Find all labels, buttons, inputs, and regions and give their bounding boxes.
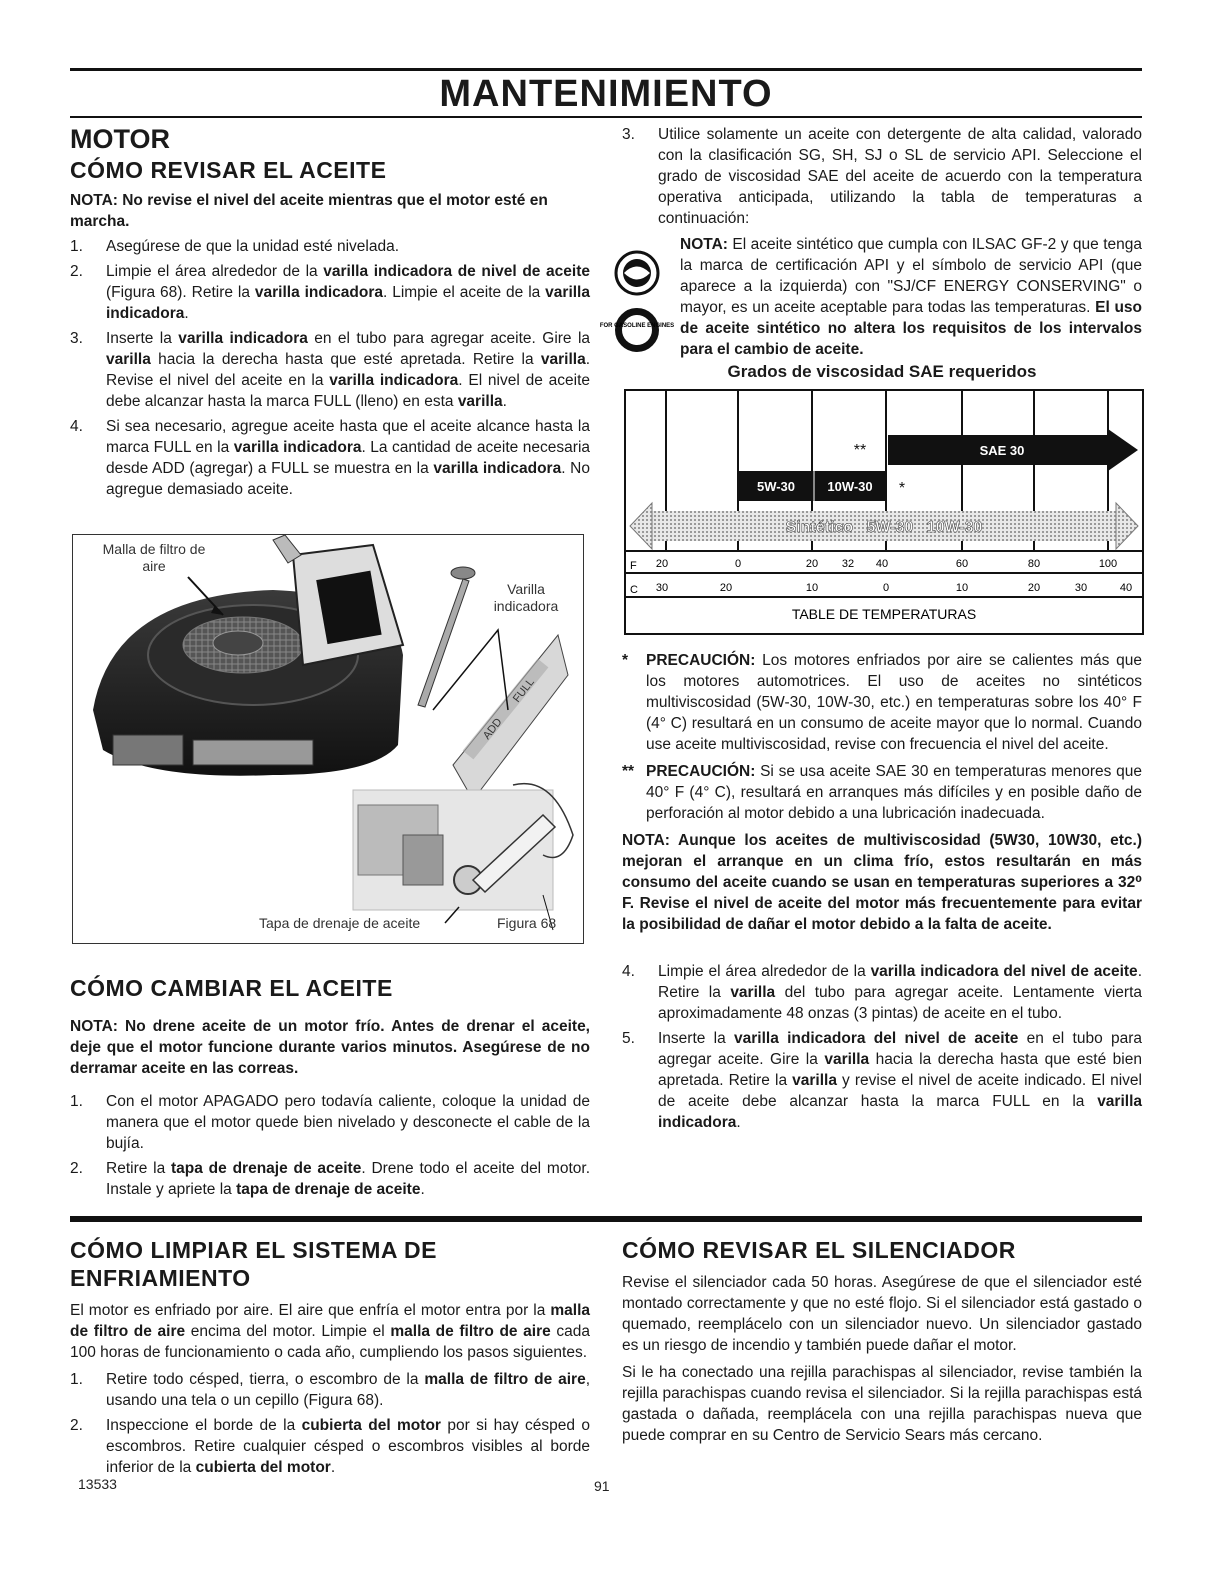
step-item: [70, 416, 590, 500]
caution-double-asterisk: [622, 761, 1142, 824]
c-tick-label: 20: [719, 582, 733, 594]
check-oil-steps: [70, 236, 590, 500]
bold-text: varilla: [824, 1051, 870, 1068]
caution-single-asterisk: [622, 650, 1142, 755]
step-number: 1.: [70, 238, 83, 255]
text-run: . Revise el nivel del aceite en la: [106, 351, 590, 389]
bold-text: varilla indicadora: [658, 1093, 1142, 1131]
bold-text: tapa de drenaje de aceite: [171, 1160, 362, 1177]
step-text: [106, 238, 399, 255]
bold-text: cubierta del motor: [301, 1417, 441, 1434]
right-column: [622, 124, 1142, 233]
text-run: Inspeccione el borde de la: [106, 1417, 302, 1434]
dipstick-blade-zoom: [453, 635, 568, 800]
bold-text: cubierta del motor: [195, 1459, 331, 1476]
c-tick-label: 30: [1074, 582, 1088, 594]
label-air-filter-screen: Malla de filtro de aire: [102, 541, 206, 574]
f-tick-label: 32: [841, 558, 855, 570]
step-text: [106, 1160, 590, 1198]
f-tick-label: 100: [1098, 558, 1118, 570]
text-run: Limpie el área alrededor de la: [658, 963, 871, 980]
bold-text: PRECAUCIÓN:: [646, 652, 756, 669]
text-run: .: [502, 393, 507, 410]
text-run: encima del motor. Limpie el: [185, 1323, 391, 1340]
step-item: [622, 1028, 1142, 1133]
text-run: por si hay césped o escombros. Retire cualquier césped o escombros visibles al borde inferior de la: [106, 1417, 590, 1476]
cooling-heading: CÓMO LIMPIAR EL SISTEMA DE ENFRIAMIENTO: [70, 1237, 437, 1291]
caution-2-text: [646, 763, 1142, 822]
text-run: , usando una tela o un cepillo (Figura 68).: [106, 1371, 590, 1409]
text-run: . Retire la: [658, 963, 1142, 1001]
bold-text: varilla: [730, 984, 776, 1001]
step-number: 2.: [70, 1417, 83, 1434]
bar-label-sae-30: SAE 30: [979, 443, 1025, 458]
bold-text: malla de filtro de aire: [424, 1371, 586, 1388]
step-item: [70, 1369, 590, 1411]
f-tick-label: 40: [875, 558, 889, 570]
step-number: 1.: [70, 1371, 83, 1388]
text-run: hacia la derecha hasta que esté apretada. Retire la: [150, 351, 541, 368]
c-tick-labels: [656, 582, 1132, 594]
text-run: El motor es enfriado por aire. El aire que enfría el motor entra por la: [70, 1302, 551, 1319]
step-text: [106, 1093, 590, 1152]
step-text: [658, 1030, 1142, 1131]
f-scale-label: F: [630, 560, 637, 572]
change-oil-steps: [70, 1091, 590, 1200]
page-number: 91: [594, 1478, 610, 1494]
multiviscosity-note: NOTA: Aunque los aceites de multiviscosidad (5W30, 10W30, etc.) mejoran el arranque en un clima frío, estos resultarán en más consumo del aceite cuando se usan en temperaturas superiores a 32⁰ F. Revise el nivel de aceite del motor más frecuentemente para evitar la posibilidad de dañar el motor debido a la falta de aceite.: [622, 832, 1142, 933]
step-item: [70, 328, 590, 412]
c-tick-label: 20: [1027, 582, 1041, 594]
text-run: y revise el nivel de aceite indicado. El nivel de aceite debe alcanzar hasta la marca FULL en la: [658, 1072, 1142, 1110]
step-item: [70, 1158, 590, 1200]
step-item: [70, 261, 590, 324]
caution-1-star: *: [622, 652, 629, 669]
step-item: [70, 236, 590, 257]
refill-steps: [622, 961, 1142, 1133]
text-run: . No agregue demasiado aceite.: [106, 460, 590, 498]
step-number: 3.: [622, 126, 635, 143]
text-run: Inserte la: [658, 1030, 735, 1047]
f-tick-label: 60: [955, 558, 969, 570]
text-run: (Figura 68). Retire la: [106, 284, 255, 301]
step-item: [622, 961, 1142, 1024]
c-tick-label: 10: [955, 582, 969, 594]
cooling-steps: [70, 1369, 590, 1478]
mark-double-asterisk: **: [853, 442, 867, 459]
figure-68: [72, 534, 584, 944]
change-oil-section: [70, 974, 590, 1204]
mark-single-asterisk: *: [898, 480, 906, 497]
dipstick-full-mark: FULL: [510, 676, 537, 705]
text-run: .: [330, 1459, 336, 1476]
text-run: del tubo para agregar aceite. Lentamente vierta aproximadamente 48 onzas (3 pintas) de aceite en el tubo.: [658, 984, 1142, 1022]
bar-label-5w30: 5W-30: [756, 479, 796, 494]
title-underline: [70, 116, 1142, 118]
step-number: 1.: [70, 1093, 83, 1110]
bold-text: varilla: [540, 351, 586, 368]
bold-text: varilla indicadora de nivel de aceite: [323, 263, 590, 280]
section-divider: [70, 1216, 1142, 1222]
text-run: El aceite sintético que cumpla con ILSAC GF-2 y que tenga la marca de certificación API y el símbolo de servicio API (que aparece a la izquierda) con "SJ/CF ENERGY CONSERVING" o mayor, es un aceite aceptable para todas las temperaturas.: [680, 236, 1142, 316]
bold-text: varilla indicadora: [178, 330, 308, 347]
dipstick-add-mark: ADD: [480, 716, 505, 742]
bold-text: varilla: [457, 393, 503, 410]
bold-text: varilla: [792, 1072, 837, 1089]
text-run: Si se usa aceite SAE 30 en temperaturas menores que 40° F (4° C), resultará en arranques más difíciles y en posible daño de perforación al motor debido a una lubricación inadecuada.: [646, 763, 1142, 822]
step-text: [106, 418, 590, 498]
step-text: [106, 330, 590, 410]
temperature-table-label: TABLE DE TEMPERATURAS: [791, 606, 977, 622]
caution-2-star: **: [622, 763, 635, 780]
text-run: . El nivel de aceite debe alcanzar hasta la marca FULL (lleno) en esta: [106, 372, 591, 410]
text-run: Si sea necesario, agregue aceite hasta que el aceite alcance hasta la marca FULL en la: [106, 418, 590, 456]
bold-text: malla de filtro de aire: [70, 1302, 590, 1340]
viscosity-chart-graphic: [626, 391, 1142, 633]
text-run: Asegúrese de que la unidad esté nivelada.: [106, 238, 399, 255]
step-text: [106, 1417, 590, 1476]
bold-text: NOTA:: [680, 236, 728, 253]
change-oil-heading: CÓMO CAMBIAR EL ACEITE: [70, 975, 393, 1001]
caution-1-text: [646, 652, 1142, 753]
bold-text: varilla indicadora: [329, 372, 459, 389]
bold-text: varilla indicadora: [106, 284, 590, 322]
text-run: Utilice solamente un aceite con detergente de alta calidad, valorado con la clasificación SG, SH, SJ o SL de servicio API. Seleccione el grado de viscosidad SAE del aceite de acuerdo con la temperatura operativa anticipada, utilizando la tabla de temperaturas a continuación:: [658, 126, 1142, 227]
bold-text: tapa de drenaje de aceite: [236, 1181, 421, 1198]
check-oil-note: NOTA: No revise el nivel del aceite mientras que el motor esté en marcha.: [70, 192, 548, 230]
step-number: 2.: [70, 263, 83, 280]
f-tick-label: 0: [734, 558, 742, 570]
viscosity-chart: [624, 389, 1144, 635]
label-dipstick: Varilla indicadora: [493, 581, 559, 614]
text-run: .: [736, 1114, 741, 1131]
step-item: [622, 124, 1142, 229]
text-run: Retire todo césped, tierra, o escombro de la: [106, 1371, 425, 1388]
label-drain-cap: Tapa de drenaje de aceite: [259, 915, 421, 931]
bold-text: varilla indicadora: [254, 284, 383, 301]
cooling-intro: [70, 1300, 590, 1363]
bold-text: malla de filtro de aire: [390, 1323, 551, 1340]
bar-label-10w30: 10W-30: [827, 479, 873, 494]
step-item: [70, 1091, 590, 1154]
text-run: Inserte la: [106, 330, 179, 347]
cooling-section: [70, 1236, 590, 1482]
bold-text: varilla indicadora del nivel de aceite: [734, 1030, 1019, 1047]
synthetic-oil-note: [680, 234, 1142, 360]
check-oil-heading: CÓMO REVISAR EL ACEITE: [70, 157, 387, 183]
text-run: cada 100 horas de funcionamiento o cada año, cumpliendo los pasos siguientes.: [70, 1323, 590, 1361]
c-tick-label: 0: [882, 582, 890, 594]
muffler-paragraph-1: Revise el silenciador cada 50 horas. Asegúrese de que el silenciador esté montado correctamente y que no esté flojo. Si el silenciador está gastado o quemado, reemplácelo con un silenciador nuevo. Un silenciador gastado es un riesgo de incendio y también puede dañar el motor.: [622, 1274, 1142, 1354]
viscosity-chart-title: Grados de viscosidad SAE requeridos: [727, 362, 1037, 381]
text-run: Limpie el área alrededor de la: [106, 263, 324, 280]
motor-section: [70, 124, 590, 504]
text-run: en el tubo para agregar aceite. Gire la: [658, 1030, 1142, 1068]
page-title: MANTENIMIENTO: [439, 73, 773, 115]
bold-text: El uso de aceite sintético no altera los requisitos de los intervalos para el cambio de aceite.: [680, 299, 1142, 358]
oil-type-step: [622, 124, 1142, 229]
bold-text: varilla indicadora: [233, 439, 362, 456]
bold-text: varilla indicadora: [433, 460, 562, 477]
c-tick-label: 40: [1119, 582, 1133, 594]
step-text: [106, 1371, 590, 1409]
step-number: 4.: [622, 963, 635, 980]
text-run: en el tubo para agregar aceite. Gire la: [307, 330, 591, 347]
muffler-section: [622, 1236, 1142, 1452]
c-tick-label: 10: [805, 582, 819, 594]
step-number: 2.: [70, 1160, 83, 1177]
text-run: .: [184, 305, 189, 322]
muffler-paragraph-2: Si le ha conectado una rejilla parachispas al silenciador, revise también la rejilla parachispas cuando revisa el silenciador. Si la rejilla parachispas está gastada o dañada, reemplácela con una rejilla parachispas nueva que puede comprar en su Centro de Servicio Sears más cercano.: [622, 1364, 1142, 1444]
bar-label-synthetic: Sintético 5W-30 10W-30: [785, 519, 983, 536]
dipstick-cap: [451, 567, 475, 579]
text-run: . La cantidad de aceite necesaria desde ADD (agregar) a FULL se muestra en la: [106, 439, 591, 477]
bold-text: varilla indicadora del nivel de aceite: [870, 963, 1138, 980]
step-number: 5.: [622, 1030, 635, 1047]
muffler-heading: CÓMO REVISAR EL SILENCIADOR: [622, 1237, 1016, 1263]
text-run: Retire la: [106, 1160, 172, 1177]
step-number: 3.: [70, 330, 83, 347]
text-run: . Limpie el aceite de la: [382, 284, 546, 301]
c-tick-label: 30: [655, 582, 669, 594]
c-scale-label: C: [630, 584, 638, 596]
bold-text: PRECAUCIÓN:: [646, 763, 756, 780]
document-number: 13533: [78, 1476, 117, 1492]
text-run: hacia la derecha hasta que esté bien apretada. Retire la: [658, 1051, 1142, 1089]
text-run: Los motores enfriados por aire se calientes más que los motores automotrices. El uso de aceites no sintéticos multiviscosidad (5W-30, 10W-30, etc.) en temperaturas sobre los 40° F (4° C) resultará en un consumo de aceite mayor que lo normal. Cuando use aceite multiviscosidad, revise con frecuencia el nivel del aceite.: [646, 652, 1142, 753]
step-item: [70, 1415, 590, 1478]
f-tick-label: 20: [655, 558, 669, 570]
text-run: .: [420, 1181, 425, 1198]
f-tick-labels: [656, 558, 1117, 570]
f-tick-label: 80: [1027, 558, 1041, 570]
step-text: [658, 963, 1142, 1022]
api-service-symbol-icon: [599, 250, 675, 360]
step-number: 4.: [70, 418, 83, 435]
text-run: Con el motor APAGADO pero todavía caliente, coloque la unidad de manera que el motor quede bien nivelado y desconecte el cable de la bujía.: [106, 1093, 590, 1152]
figure-caption: Figura 68: [497, 915, 557, 931]
step-text: [658, 126, 1142, 227]
change-oil-note: NOTA: No drene aceite de un motor frío. Antes de drenar el aceite, deje que el motor funcione durante varios minutos. Asegúrese de no derramar aceite en las correas.: [70, 1018, 590, 1077]
step-text: [106, 263, 590, 322]
text-run: . Drene todo el aceite del motor. Instale y apriete la: [106, 1160, 590, 1198]
bold-text: varilla: [106, 351, 151, 368]
api-seal-text: FOR GASOLINE ENGINES: [599, 323, 675, 329]
cautions-block: [622, 650, 1142, 1137]
top-rule: [70, 68, 1142, 71]
motor-heading: MOTOR: [70, 124, 170, 154]
f-tick-label: 20: [805, 558, 819, 570]
